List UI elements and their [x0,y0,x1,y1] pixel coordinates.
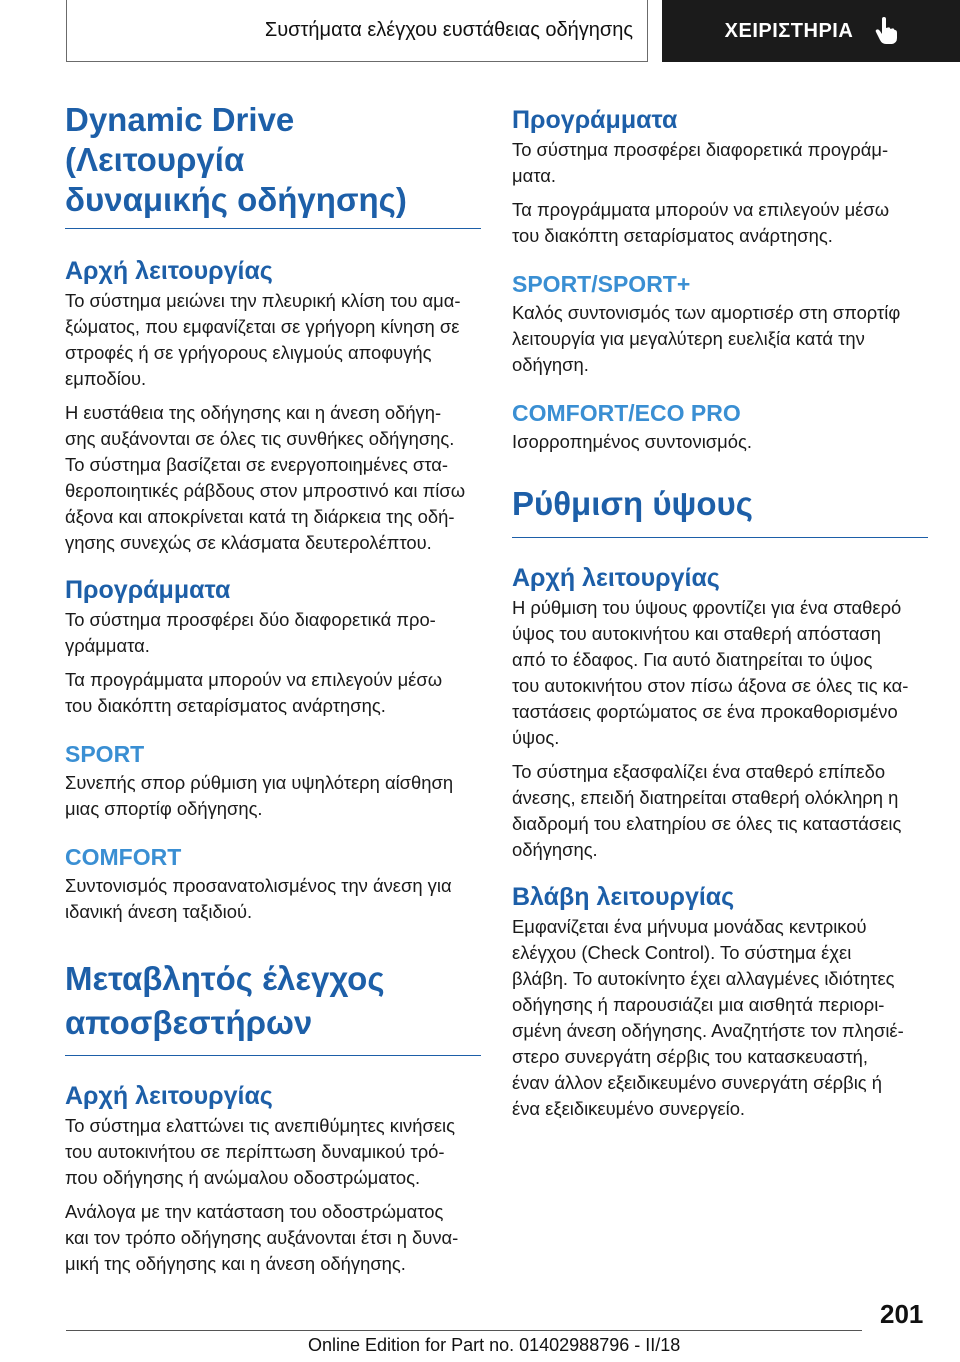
paragraph: Το σύστημα εξασφαλίζει ένα σταθερό επίπεδο άνεσης, επειδή διατηρείται σταθερή ολόκληρη η διαδρομή του ελατηρίου σε όλες τις καταστάσεις οδήγησης. [512,761,902,860]
program-heading-sport: SPORT [65,741,145,767]
paragraph: Εμφανίζεται ένα μήνυμα μονάδας κεντρικού ελέγχου (Check Control). Το σύστημα έχει βλάβη. Το αυτοκίνητο έχει αλλαγμένες ιδιότητες οδήγησης ή παρουσιάζει μια αισθητά περιορι- σμένη άνεση οδήγησης. Αναζητήστε τον πλησιέ- στερο συνεργάτη σέρβις του κατασκευαστή, έναν άλλον εξειδικευμένο συνεργάτη σέρβις ή ένα εξειδικευμένο συνεργείο. [512,916,904,1119]
heading-height-adjustment: Ρύθμιση ύψους [512,485,753,522]
paragraph: Ισορροπημένος συντονισμός. [512,431,752,452]
header-section-title: Συστήματα ελέγχου ευστάθειας οδήγησης [264,19,633,41]
paragraph: Συντονισμός προσανατολισμένος την άνεση για ιδανική άνεση ταξιδιού. [65,875,452,922]
chapter-tab [662,0,960,62]
paragraph: Ανάλογα με την κατάσταση του οδοστρώματος και τον τρόπο οδήγησης αυξάνονται έτσι η δυνα- μική της οδήγησης και η άνεση οδήγησης. [65,1201,459,1274]
program-heading-comfort: COMFORT [65,844,182,870]
heading-dynamic-drive: Dynamic Drive (Λειτουργία δυναμικής οδήγησης) [65,101,407,218]
paragraph: Η ρύθμιση του ύψους φροντίζει για ένα σταθερό ύψος του αυτοκινήτου και σταθερή απόσταση από το έδαφος. Για αυτό διατηρείται το ύψος του αυτοκινήτου στον πίσω άξονα σε όλες τις κα- ταστάσεις φορτώματος σε ένα προκαθορισμένο ύψος. [512,597,909,748]
heading-divider [65,1055,481,1056]
right-column [512,100,928,1122]
heading-variable-damper: Μεταβλητός έλεγχος αποσβεστήρων [65,960,385,1041]
chapter-tab-label: ΧΕΙΡΙΣΤΗΡΙΑ [724,19,854,42]
paragraph: Το σύστημα προσφέρει διαφορετικά προγράμ- ματα. [512,139,889,186]
paragraph: Η ευστάθεια της οδήγησης και η άνεση οδήγη- σης αυξάνονται σε όλες τις συνθήκες οδήγησης. Το σύστημα βασίζεται σε ενεργοποιημένες στα- θεροποιητικές ράβδους στον μπροστινό και πίσω άξονα και αποκρίνεται κατά τη διάρκεια της οδή- γησης συνεχώς σε κλάσματα δευτερολέπτου. [65,402,466,553]
program-heading-sport-plus: SPORT/SPORT+ [512,271,691,297]
footer-divider [66,1330,862,1331]
subheading-fault: Βλάβη λειτουργίας [512,883,735,911]
subheading-principle: Αρχή λειτουργίας [512,564,720,592]
subheading-programs: Προγράμματα [512,106,678,134]
running-header [66,0,648,62]
page-number: 201 [880,1299,924,1329]
paragraph: Το σύστημα μειώνει την πλευρική κλίση του αμα- ξώματος, που εμφανίζεται σε γρήγορη κίνηση σε στροφές ή σε γρήγορους ελιγμούς αποφυγής εμποδίου. [65,290,461,389]
heading-divider [65,228,481,229]
left-column [65,100,481,1277]
subheading-programs: Προγράμματα [65,576,231,604]
paragraph: Καλός συντονισμός των αμορτισέρ στη σπορτίφ λειτουργία για μεγαλύτερη ευελιξία κατά την οδήγηση. [512,302,901,375]
pointing-hand-icon [875,17,897,45]
paragraph: Τα προγράμματα μπορούν να επιλεγούν μέσω του διακόπτη σεταρίσματος ανάρτησης. [65,669,443,716]
heading-divider [512,537,928,538]
paragraph: Συνεπής σπορ ρύθμιση για υψηλότερη αίσθηση μιας σπορτίφ οδήγησης. [65,772,454,819]
paragraph: Το σύστημα ελαττώνει τις ανεπιθύμητες κινήσεις του αυτοκινήτου σε περίπτωση δυναμικού τρό- που οδήγησης ή ανώμαλου οδοστρώματος. [65,1115,455,1188]
paragraph: Το σύστημα προσφέρει δύο διαφορετικά προ- γράμματα. [65,609,436,656]
subheading-principle: Αρχή λειτουργίας [65,257,273,285]
program-heading-comfort-eco-pro: COMFORT/ECO PRO [512,400,741,426]
subheading-principle: Αρχή λειτουργίας [65,1082,273,1110]
edition-footer: Online Edition for Part no. 01402988796 - II/18 [308,1335,681,1355]
paragraph: Τα προγράμματα μπορούν να επιλεγούν μέσω του διακόπτη σεταρίσματος ανάρτησης. [512,199,890,246]
